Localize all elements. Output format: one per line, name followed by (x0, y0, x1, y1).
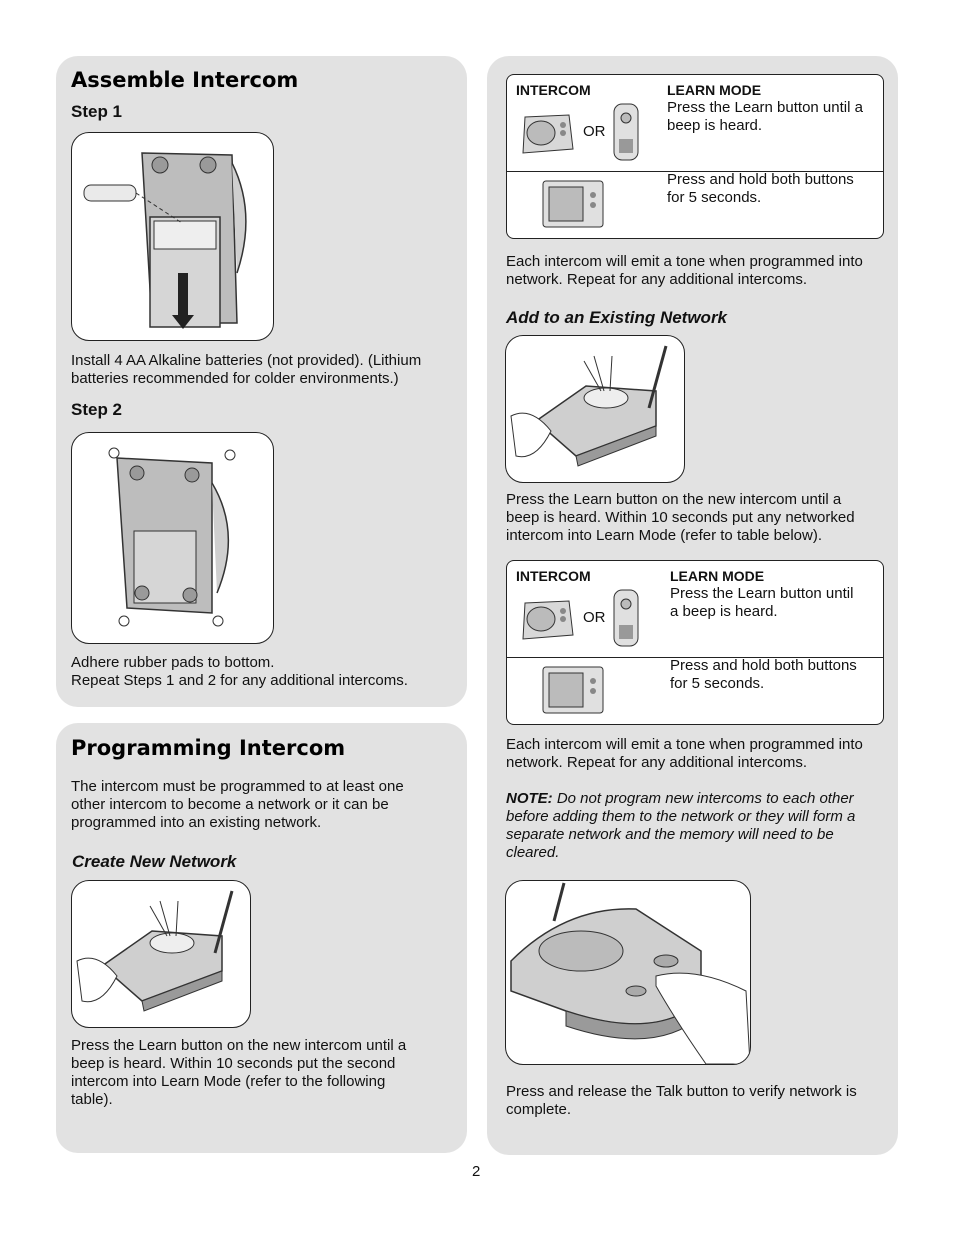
existing-text-line3: intercom into Learn Mode (refer to table below). (506, 527, 822, 544)
table2-col-learn-mode: LEARN MODE (670, 568, 765, 584)
base-unit-icon (519, 111, 575, 157)
after-table2-line2: network. Repeat for any additional intercoms. (506, 754, 807, 771)
step1-label: Step 1 (71, 102, 123, 121)
existing-text-line2: beep is heard. Within 10 seconds put any networked (506, 509, 855, 526)
create-network-heading: Create New Network (72, 852, 237, 871)
table1-row2-line1: Press and hold both buttons (667, 171, 854, 188)
existing-network-illustration (505, 335, 685, 483)
note-line4: cleared. (506, 844, 560, 861)
wall-unit-icon (541, 665, 605, 715)
remote-unit-icon (611, 587, 641, 649)
table1-or: OR (583, 123, 606, 140)
table1-row2-line2: for 5 seconds. (667, 189, 762, 206)
table2-row1-line2: a beep is heard. (670, 603, 778, 620)
create-network-illustration (71, 880, 251, 1028)
existing-network-heading: Add to an Existing Network (506, 308, 728, 327)
table1-col-learn-mode: LEARN MODE (667, 82, 762, 98)
programming-intro-line1: The intercom must be programmed to at least one (71, 778, 404, 795)
table2-col-intercom: INTERCOM (516, 568, 591, 584)
programming-intro-line3: programmed into an existing network. (71, 814, 322, 831)
create-text-line4: table). (71, 1091, 113, 1108)
note-line2: before adding them to the network or they will form a (506, 808, 856, 825)
programming-title: Programming Intercom (71, 736, 346, 760)
talk-button-illustration (505, 880, 751, 1065)
create-text-line2: beep is heard. Within 10 seconds put the second (71, 1055, 396, 1072)
create-text-line3: intercom into Learn Mode (refer to the following (71, 1073, 386, 1090)
battery-install-illustration (71, 132, 274, 341)
step2-text-line2: Repeat Steps 1 and 2 for any additional intercoms. (71, 672, 408, 689)
wall-unit-icon (541, 179, 605, 229)
note-line1 (506, 790, 854, 808)
after-table1-line2: network. Repeat for any additional intercoms. (506, 271, 807, 288)
step2-label: Step 2 (71, 400, 123, 419)
learn-mode-table-1 (506, 74, 884, 239)
step1-text-line2: batteries recommended for colder environments.) (71, 370, 399, 387)
table2-or: OR (583, 609, 606, 626)
existing-text-line1: Press the Learn button on the new intercom until a (506, 491, 842, 508)
verify-text-line2: complete. (506, 1101, 572, 1118)
rubber-pads-illustration (71, 432, 274, 644)
step2-text-line1: Adhere rubber pads to bottom. (71, 654, 275, 671)
assemble-title: Assemble Intercom (71, 68, 299, 92)
table1-row1-line1: Press the Learn button until a (667, 99, 863, 116)
table2-row1-line1: Press the Learn button until (670, 585, 854, 602)
table2-row2-line2: for 5 seconds. (670, 675, 765, 692)
note-line3: separate network and the memory will need to be (506, 826, 834, 843)
after-table2-line1: Each intercom will emit a tone when programmed into (506, 736, 863, 753)
create-text-line1: Press the Learn button on the new intercom until a (71, 1037, 407, 1054)
programming-intro-line2: other intercom to become a network or it can be (71, 796, 389, 813)
step1-text-line1: Install 4 AA Alkaline batteries (not provided). (Lithium (71, 352, 422, 369)
base-unit-icon (519, 597, 575, 643)
table1-row1-line2: beep is heard. (667, 117, 763, 134)
after-table1-line1: Each intercom will emit a tone when programmed into (506, 253, 863, 270)
note-label: NOTE: (506, 790, 553, 807)
table2-row2-line1: Press and hold both buttons (670, 657, 857, 674)
note-text-line1: Do not program new intercoms to each other (552, 790, 854, 807)
learn-mode-table-2 (506, 560, 884, 725)
page-number: 2 (472, 1163, 481, 1180)
table1-col-intercom: INTERCOM (516, 82, 591, 98)
remote-unit-icon (611, 101, 641, 163)
verify-text-line1: Press and release the Talk button to verify network is (506, 1083, 857, 1100)
